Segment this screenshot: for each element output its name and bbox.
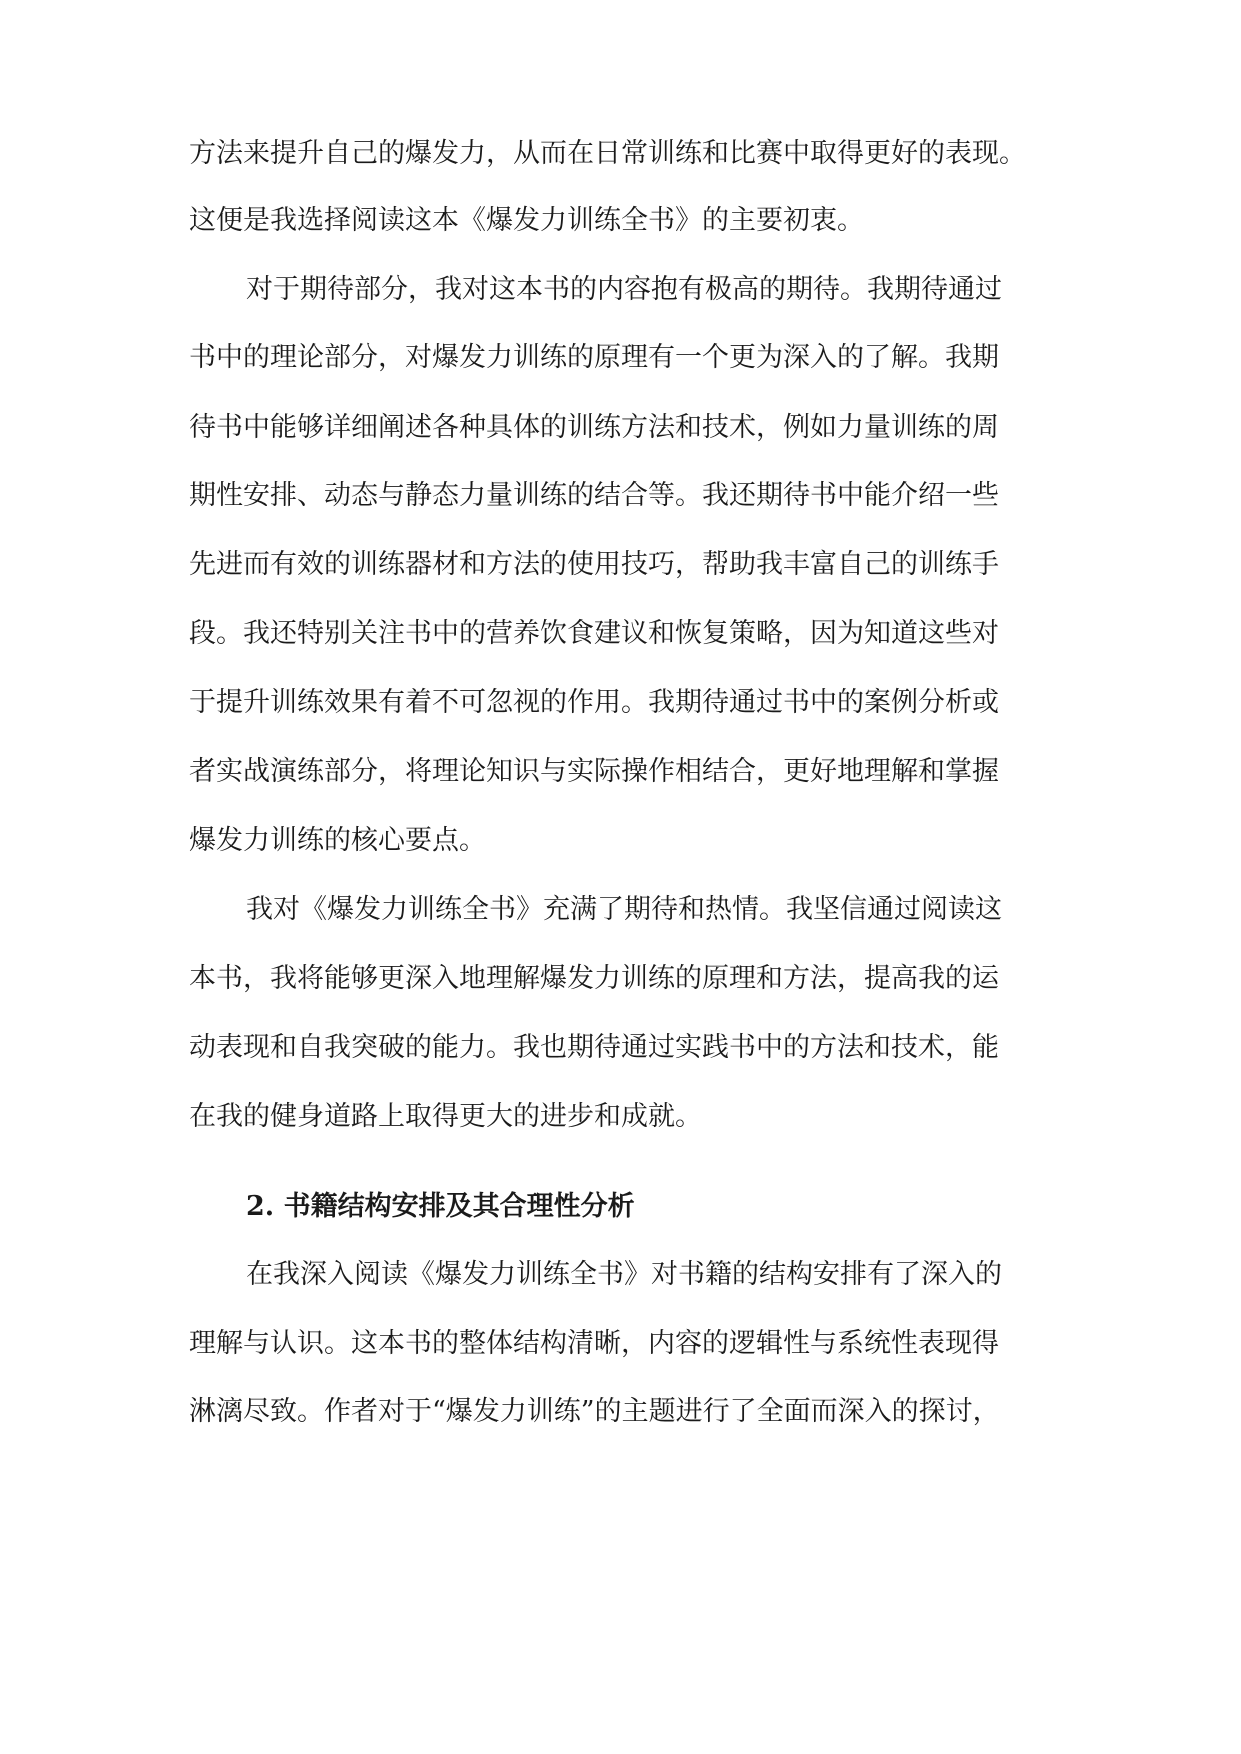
text-line: 本书，我将能够更深入地理解爆发力训练的原理和方法，提高我的运 bbox=[189, 963, 999, 994]
text-line: 于提升训练效果有着不可忽视的作用。我期待通过书中的案例分析或 bbox=[189, 687, 999, 718]
text-line: 在我的健身道路上取得更大的进步和成就。 bbox=[189, 1101, 702, 1132]
text-line: 书中的理论部分，对爆发力训练的原理有一个更为深入的了解。我期 bbox=[189, 342, 999, 373]
paragraph-first-line: 对于期待部分，我对这本书的内容抱有极高的期待。我期待通过 bbox=[246, 274, 1002, 305]
text-line: 理解与认识。这本书的整体结构清晰，内容的逻辑性与系统性表现得 bbox=[189, 1328, 999, 1359]
text-line: 这便是我选择阅读这本《爆发力训练全书》的主要初衷。 bbox=[189, 205, 864, 236]
text-line: 动表现和自我突破的能力。我也期待通过实践书中的方法和技术，能 bbox=[189, 1032, 999, 1063]
text-line: 淋漓尽致。作者对于“爆发力训练”的主题进行了全面而深入的探讨， bbox=[189, 1396, 1000, 1427]
text-line: 先进而有效的训练器材和方法的使用技巧，帮助我丰富自己的训练手 bbox=[189, 549, 999, 580]
text-line: 待书中能够详细阐述各种具体的训练方法和技术，例如力量训练的周 bbox=[189, 412, 999, 443]
text-line: 段。我还特别关注书中的营养饮食建议和恢复策略，因为知道这些对 bbox=[189, 618, 999, 649]
text-line: 方法来提升自己的爆发力，从而在日常训练和比赛中取得更好的表现。 bbox=[189, 138, 1026, 169]
text-line: 期性安排、动态与静态力量训练的结合等。我还期待书中能介绍一些 bbox=[189, 480, 999, 511]
text-line: 者实战演练部分，将理论知识与实际操作相结合，更好地理解和掌握 bbox=[189, 756, 999, 787]
paragraph-first-line: 我对《爆发力训练全书》充满了期待和热情。我坚信通过阅读这 bbox=[246, 894, 1002, 925]
paragraph-first-line: 在我深入阅读《爆发力训练全书》对书籍的结构安排有了深入的 bbox=[246, 1259, 1002, 1290]
text-line: 爆发力训练的核心要点。 bbox=[189, 825, 486, 856]
section-heading: 2. 书籍结构安排及其合理性分析 bbox=[246, 1191, 635, 1222]
